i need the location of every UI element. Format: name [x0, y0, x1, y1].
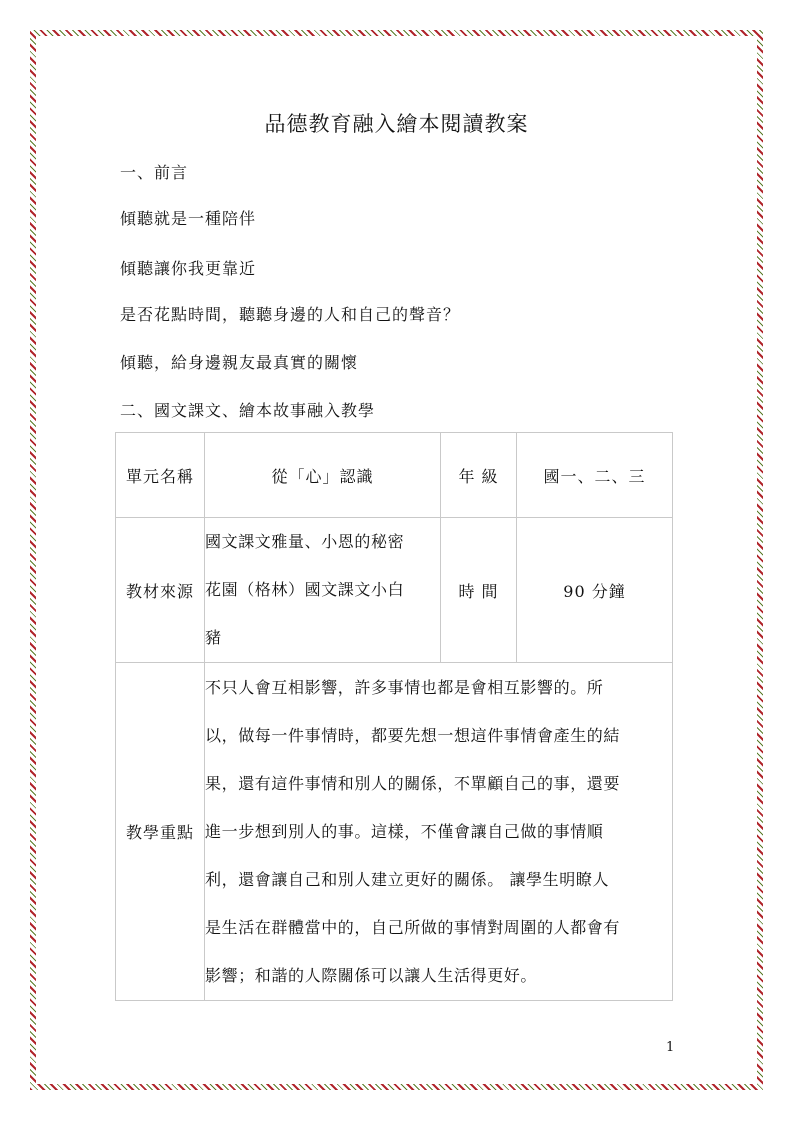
intro-line: 傾聽讓你我更靠近 [120, 259, 257, 278]
teaching-focus-label: 教學重點 [116, 663, 205, 1001]
source-label: 教材來源 [116, 518, 205, 663]
source-line: 花園（格林）國文課文小白 [205, 580, 405, 599]
intro-line: 傾聽就是一種陪伴 [120, 209, 257, 228]
focus-line: 進一步想到別人的事。這樣，不僅會讓自己做的事情順 [205, 821, 604, 841]
focus-line: 不只人會互相影響，許多事情也都是會相互影響的。所 [205, 677, 604, 697]
focus-line: 利，還會讓自己和別人建立更好的關係。 讓學生明瞭人 [205, 869, 610, 889]
time-label: 時 間 [441, 518, 517, 663]
focus-line: 是生活在群體當中的，自己所做的事情對周圍的人都會有 [205, 917, 621, 937]
intro-line: 是否花點時間，聽聽身邊的人和自己的聲音？ [120, 305, 461, 324]
focus-line: 以，做每一件事情時，都要先想一想這件事情會產生的結 [205, 725, 621, 745]
section-heading-integration: 二、國文課文、繪本故事融入教學 [120, 401, 376, 420]
intro-line: 傾聽，給身邊親友最真實的關懷 [120, 353, 359, 372]
unit-name-label: 單元名稱 [116, 433, 205, 518]
grade-value: 國一、二、三 [517, 433, 673, 518]
time-value: 90 分鐘 [517, 518, 673, 663]
table-row [116, 663, 673, 1001]
table-row [116, 433, 673, 518]
focus-line: 果，還有這件事情和別人的關係，不單顧自己的事，還要 [205, 773, 621, 793]
teaching-focus-text [205, 663, 673, 1001]
lesson-plan-table [115, 432, 673, 1001]
source-line: 豬 [205, 628, 222, 647]
source-line: 國文課文雅量、小恩的秘密 [205, 532, 405, 551]
unit-name-value: 從「心」認識 [205, 433, 441, 518]
table-row [116, 518, 673, 663]
document-title: 品德教育融入繪本閱讀教案 [264, 112, 529, 136]
focus-line: 影響；和諧的人際關係可以讓人生活得更好。 [205, 965, 538, 985]
grade-label: 年 級 [441, 433, 517, 518]
page-number: 1 [666, 1040, 675, 1055]
section-heading-preface: 一、前言 [120, 163, 189, 182]
source-value [205, 518, 441, 663]
